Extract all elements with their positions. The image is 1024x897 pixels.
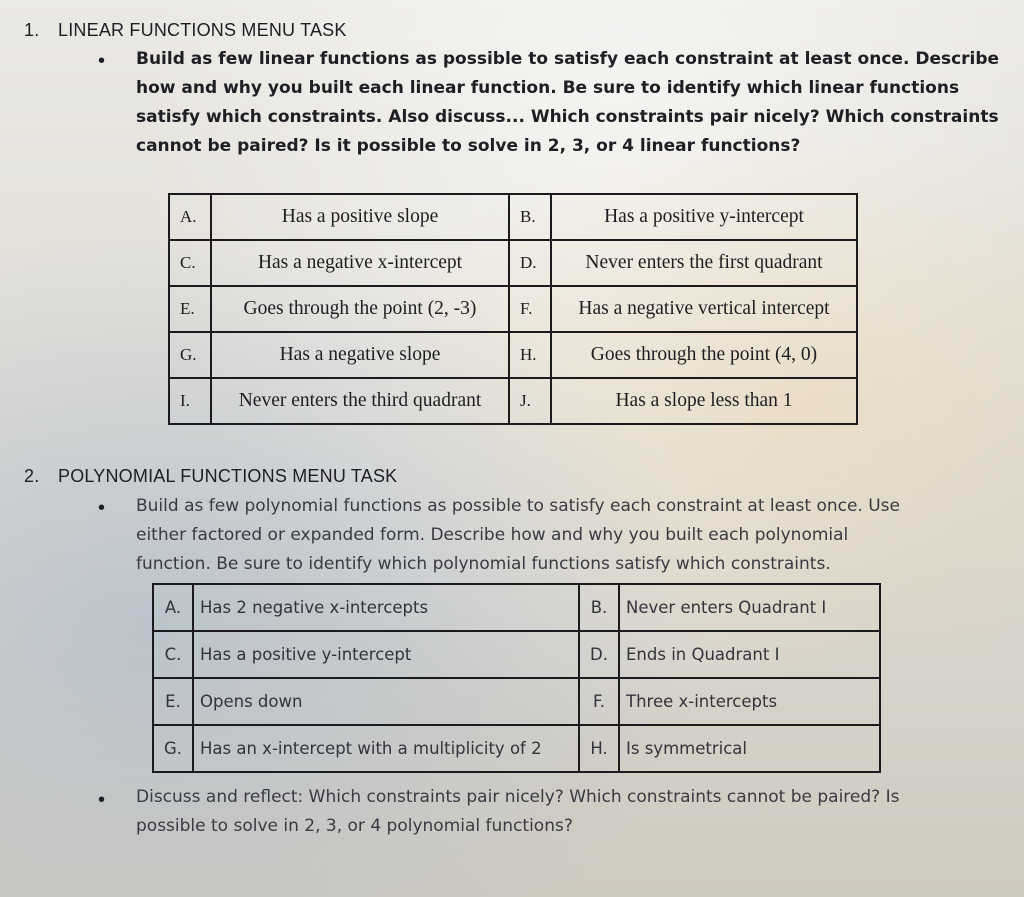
section-1-title: LINEAR FUNCTIONS MENU TASK: [58, 20, 347, 40]
constraint-letter: E.: [153, 678, 193, 725]
constraint-text: Opens down: [193, 678, 579, 725]
linear-constraints-table: [168, 193, 858, 425]
constraint-text: Goes through the point (4, 0): [551, 332, 857, 378]
constraint-letter: C.: [169, 240, 211, 286]
constraint-letter: A.: [169, 194, 211, 240]
constraint-text: Never enters the first quadrant: [551, 240, 857, 286]
constraint-letter: J.: [509, 378, 551, 424]
section-1-bullet: •: [98, 50, 106, 72]
constraint-text: Has a negative x-intercept: [211, 240, 509, 286]
constraint-text: Is symmetrical: [619, 725, 880, 772]
instructions-line: how and why you built each linear function. Be sure to identify which linear functions: [136, 78, 960, 98]
constraint-letter: A.: [153, 584, 193, 631]
constraint-letter: D.: [579, 631, 619, 678]
constraint-row: [153, 631, 880, 678]
constraint-letter: G.: [153, 725, 193, 772]
constraint-letter: C.: [153, 631, 193, 678]
instructions-line: satisfy which constraints. Also discuss... Which constraints pair nicely? Which constraints: [136, 107, 999, 127]
constraint-letter: I.: [169, 378, 211, 424]
constraint-letter: G.: [169, 332, 211, 378]
section-2-instructions: [136, 492, 1021, 579]
constraint-text: Has a positive slope: [211, 194, 509, 240]
constraint-row: [169, 332, 857, 378]
constraint-text: Never enters Quadrant I: [619, 584, 880, 631]
constraint-text: Has a negative vertical intercept: [551, 286, 857, 332]
constraint-text: Has a positive y-intercept: [193, 631, 579, 678]
reflect-prompt: [136, 783, 1021, 841]
instructions-line: either factored or expanded form. Describe how and why you built each polynomial: [136, 525, 849, 545]
constraint-letter: F.: [579, 678, 619, 725]
constraint-letter: H.: [509, 332, 551, 378]
polynomial-constraints-table: [152, 583, 881, 773]
constraint-text: Ends in Quadrant I: [619, 631, 880, 678]
constraint-letter: D.: [509, 240, 551, 286]
constraint-text: Has 2 negative x-intercepts: [193, 584, 579, 631]
constraint-text: Goes through the point (2, -3): [211, 286, 509, 332]
constraint-row: [169, 240, 857, 286]
constraint-row: [169, 194, 857, 240]
constraint-text: Has an x-intercept with a multiplicity of 2: [193, 725, 579, 772]
section-2-heading: [24, 466, 397, 487]
constraint-row: [153, 725, 880, 772]
constraint-text: Three x-intercepts: [619, 678, 880, 725]
constraint-letter: H.: [579, 725, 619, 772]
constraint-letter: B.: [509, 194, 551, 240]
constraint-row: [153, 678, 880, 725]
instructions-line: Build as few linear functions as possible to satisfy each constraint at least once. Describe: [136, 49, 1000, 69]
constraint-text: Has a positive y-intercept: [551, 194, 857, 240]
reflect-line: Discuss and reflect: Which constraints pair nicely? Which constraints cannot be paired? Is: [136, 787, 900, 807]
constraint-letter: F.: [509, 286, 551, 332]
section-2-number: 2.: [24, 466, 40, 486]
instructions-line: cannot be paired? Is it possible to solve in 2, 3, or 4 linear functions?: [136, 136, 801, 156]
instructions-line: function. Be sure to identify which polynomial functions satisfy which constraints.: [136, 554, 831, 574]
constraint-text: Has a slope less than 1: [551, 378, 857, 424]
constraint-row: [153, 584, 880, 631]
section-1-number: 1.: [24, 20, 40, 40]
reflect-line: possible to solve in 2, 3, or 4 polynomial functions?: [136, 816, 573, 836]
constraint-letter: E.: [169, 286, 211, 332]
constraint-row: [169, 286, 857, 332]
constraint-letter: B.: [579, 584, 619, 631]
section-1-heading: [24, 20, 347, 41]
constraint-text: Never enters the third quadrant: [211, 378, 509, 424]
section-2-bullet: •: [98, 497, 106, 519]
reflect-bullet: •: [98, 789, 106, 811]
section-2-title: POLYNOMIAL FUNCTIONS MENU TASK: [58, 466, 398, 486]
constraint-text: Has a negative slope: [211, 332, 509, 378]
instructions-line: Build as few polynomial functions as possible to satisfy each constraint at least once. Use: [136, 496, 900, 516]
section-1-instructions: [136, 45, 1016, 161]
constraint-row: [169, 378, 857, 424]
